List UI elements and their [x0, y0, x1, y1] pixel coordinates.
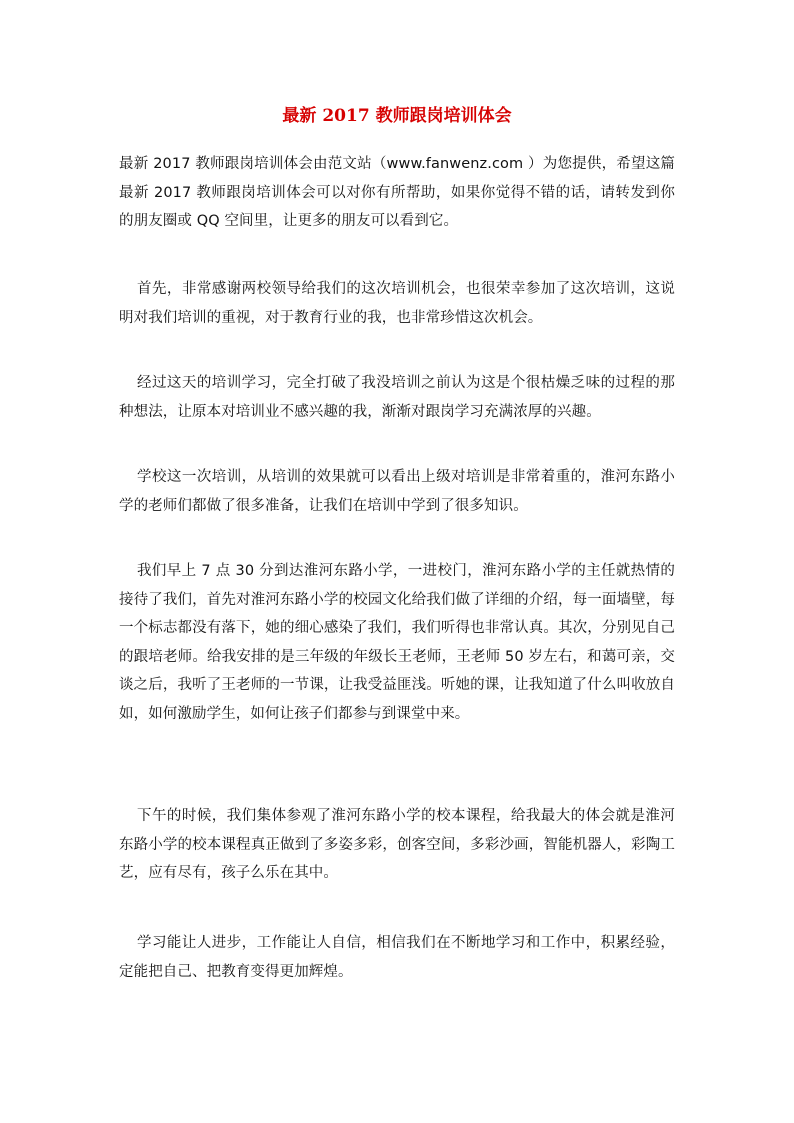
paragraph-3: 学校这一次培训，从培训的效果就可以看出上级对培训是非常着重的，淮河东路小学的老师们都做了很多准备，让我们在培训中学到了很多知识。	[119, 469, 675, 514]
paragraph-intro: 最新 2017 教师跟岗培训体会由范文站（www.fanwenz.com ）为您提供，希望这篇最新 2017 教师跟岗培训体会可以对你有所帮助，如果你觉得不错的话，请转发到你的朋友圈或 QQ 空间里，让更多的朋友可以看到它。	[119, 156, 675, 229]
paragraph-2: 经过这天的培训学习，完全打破了我没培训之前认为这是个很枯燥乏味的过程的那种想法，让原本对培训业不感兴趣的我，渐渐对跟岗学习充满浓厚的兴趣。	[119, 375, 675, 420]
paragraph-6: 学习能让人进步，工作能让人自信，相信我们在不断地学习和工作中，积累经验，定能把自己、把教育变得更加辉煌。	[119, 935, 675, 980]
paragraph-1: 首先，非常感谢两校领导给我们的这次培训机会，也很荣幸参加了这次培训，这说明对我们培训的重视，对于教育行业的我，也非常珍惜这次机会。	[119, 281, 675, 326]
document-title: 最新 2017 教师跟岗培训体会	[282, 106, 512, 126]
paragraph-5: 下午的时候，我们集体参观了淮河东路小学的校本课程，给我最大的体会就是淮河东路小学的校本课程真正做到了多姿多彩，创客空间，多彩沙画，智能机器人，彩陶工艺，应有尽有，孩子么乐在其中。	[119, 808, 675, 881]
paragraph-4: 我们早上 7 点 30 分到达淮河东路小学，一进校门，淮河东路小学的主任就热情的接待了我们，首先对淮河东路小学的校园文化给我们做了详细的介绍，每一面墙壁，每一个标志都没有落下，她的细心感染了我们，我们听得也非常认真。其次，分别见自己的跟培老师。给我安排的是三年级的年级长王老师，王老师 50 岁左右，和蔼可亲，交谈之后，我听了王老师的一节课，让我受益匪浅。听她的课，让我知道了什么叫收放自如，如何激励学生，如何让孩子们都参与到课堂中来。	[119, 563, 675, 722]
